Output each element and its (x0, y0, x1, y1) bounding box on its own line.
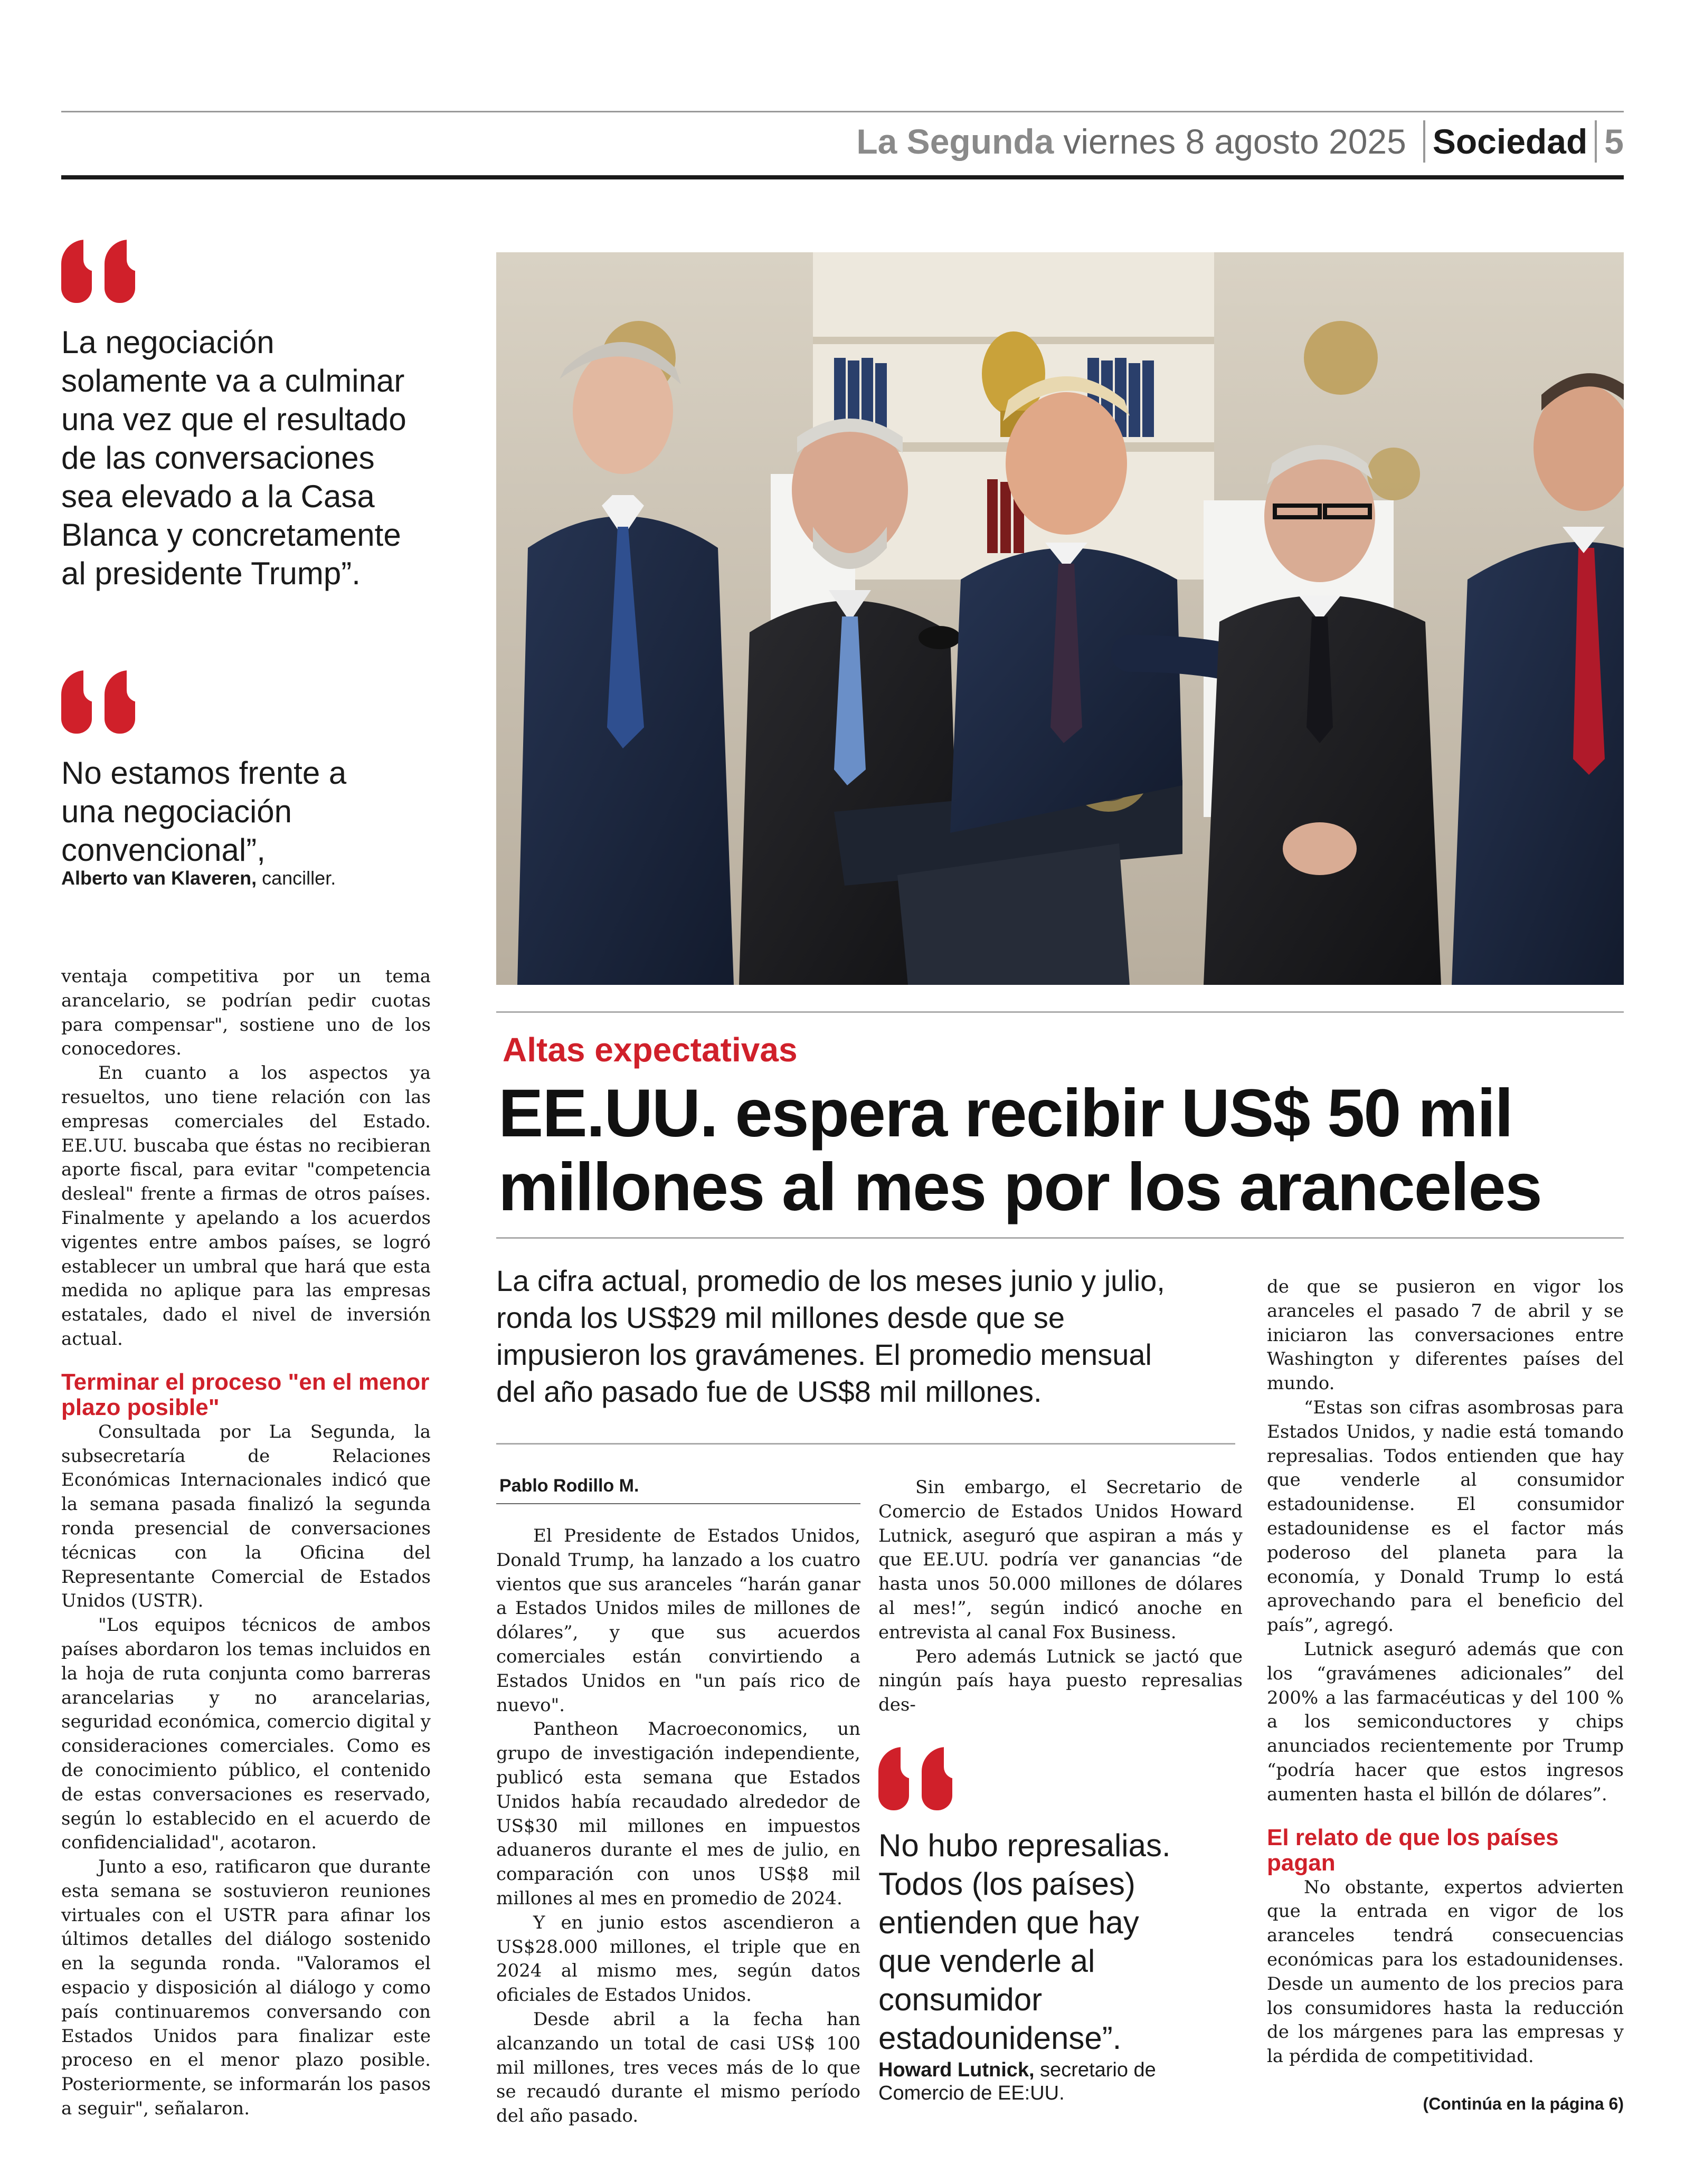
headline-top-rule (496, 1011, 1624, 1013)
article-lead (496, 1262, 1235, 1410)
article-photo (496, 252, 1624, 985)
paragraph: No obstante, expertos advierten que la entrada en vigor de los aranceles tendrá consecuencias económicas para los estadounidenses. Desde un aumento de los precios para los consumidores hasta la reducción de los márgenes para las empresas y la pérdida de competitividad. (1267, 1876, 1624, 2067)
header-divider (1595, 120, 1597, 163)
quote-attribution (61, 867, 336, 890)
paragraph: ventaja competitiva por un tema arancelario, se podrían pedir cuotas para compensar", sostiene uno de los conocedores. (61, 966, 431, 1060)
pull-quote-line: Blanca y concretamente (61, 517, 401, 553)
article-byline: Pablo Rodillo M. (499, 1476, 639, 1496)
pull-quote-line: una negociación (61, 794, 292, 829)
pull-quote-line: No estamos frente a (61, 755, 347, 791)
newspaper-name: La Segunda (856, 122, 1054, 161)
paragraph: "Los equipos técnicos de ambos países abordaron los temas incluidos en la hoja de ruta conjunta como barreras arancelarias y no arancelarias, seguridad económica, comercio digital y consideraciones comerciales. Como es de conocimiento público, el contenido de estas conversaciones es reservado, según lo establecido en el acuerdo de confidencialidad", acotaron. (61, 1615, 431, 1854)
paragraph: Y en junio estos ascendieron a US$28.000 millones, el triple que en 2024 al mismo mes, según datos oficiales de Estados Unidos. (496, 1912, 860, 2006)
header-divider (1423, 120, 1425, 163)
pull-quote-line: sea elevado a la Casa (61, 479, 375, 514)
paragraph: Pantheon Macroeconomics, un grupo de investigación independiente, publicó esta semana que Estados Unidos había recaudado alrededor de US$30 mil millones en impuestos aduaneros durante el mes de julio, en comparación con unos US$8 mil millones al mes en promedio de 2024. (496, 1718, 860, 1909)
header-top-rule (61, 111, 1624, 112)
pull-quote-line: solamente va a culminar (61, 363, 405, 398)
page-header (856, 115, 1624, 168)
pull-quote-line: que venderle al (878, 1943, 1095, 1979)
section-name: Sociedad (1432, 122, 1588, 161)
pull-quote-line: al presidente Trump”. (61, 556, 361, 591)
pull-quote-line: de las conversaciones (61, 440, 375, 476)
pull-quote-line: estadounidense”. (878, 2020, 1122, 2056)
paragraph: En cuanto a los aspectos ya resueltos, uno tiene relación con las empresas comerciales del Estado. EE.UU. buscaba que éstas no recibieran aporte fiscal, para evitar "competencia desleal" frente a firmas de otros países. Finalmente y apelando a los acuerdos vigentes entre ambos países, se logró establecer un umbral que hará que esta medida no aplique para las empresas estatales, dado el nivel de inversión actual. (61, 1062, 431, 1350)
article-column-middle-1 (496, 1524, 860, 2129)
article-column-left (61, 965, 431, 2121)
paragraph: Lutnick aseguró además que con los “gravámenes adicionales” del 200% a las farmacéuticas y del 100 % a los semiconductores y chips anunciados recientemente por Trump “podría hacer que estos ingresos aumenten hasta el billón de dólares”. (1267, 1638, 1624, 1805)
paragraph: Junto a eso, ratificaron que durante esta semana se sostuvieron reuniones virtuales con el USTR para afinar los últimos detalles del diálogo sostenido en la segunda ronda. "Valoramos el espacio y disposición al diálogo y como país continuaremos conversando con Estados Unidos para finalizar este proceso en el menor plazo posible. Posteriormente, se informarán los pasos a seguir", señalaron. (61, 1856, 431, 2120)
continuation-note: (Continúa en la página 6) (1423, 2094, 1624, 2113)
lead-line: La cifra actual, promedio de los meses junio y julio, (496, 1264, 1165, 1297)
pull-quote-line: convencional”, (61, 832, 266, 868)
article-column-middle-2 (878, 1476, 1243, 1717)
headline-bottom-rule (496, 1237, 1624, 1239)
quote-author-role: secretario de (1040, 2059, 1156, 2081)
article-column-right (1267, 1275, 1624, 2069)
page-number: 5 (1604, 122, 1624, 161)
quote-author: Howard Lutnick, (878, 2059, 1035, 2081)
pull-quote-line: consumidor (878, 1982, 1043, 2017)
byline-rule (496, 1503, 860, 1504)
subheading: El relato de que los países pagan (1267, 1824, 1559, 1876)
quote-mark-icon (61, 240, 140, 303)
issue-date: viernes 8 agosto 2025 (1063, 122, 1406, 161)
pull-quote-line: Todos (los países) (878, 1866, 1135, 1902)
pull-quote-2 (61, 754, 462, 869)
quote-author-role: Comercio de EE:UU. (878, 2082, 1065, 2104)
pull-quote-line: No hubo represalias. (878, 1828, 1171, 1863)
subheading: Terminar el proceso "en el menor plazo posible" (61, 1369, 430, 1420)
pull-quote-3 (878, 1826, 1248, 2057)
paragraph: de que se pusieron en vigor los aranceles el pasado 7 de abril y se iniciaron las conversaciones entre Washington y diferentes países del mundo. (1267, 1276, 1624, 1394)
quote-author-role: canciller. (262, 867, 336, 889)
lead-line: impusieron los gravámenes. El promedio mensual (496, 1338, 1152, 1371)
quote-author: Alberto van Klaveren, (61, 867, 257, 889)
pull-quote-1 (61, 323, 462, 593)
article-headline (498, 1077, 1628, 1224)
headline-line: millones al mes por los aranceles (498, 1150, 1541, 1225)
paragraph: “Estas son cifras asombrosas para Estados Unidos, y nadie está tomando represalias. Todos entienden que hay que venderle al consumidor estadounidense. El consumidor estadounidense es el factor más poderoso del planeta para la economía, y Donald Trump lo está aprovechando para el beneficio del país”, agregó. (1267, 1397, 1624, 1636)
quote-attribution (878, 2058, 1156, 2105)
lead-line: ronda los US$29 mil millones desde que se (496, 1301, 1065, 1334)
header-bottom-rule (61, 175, 1624, 179)
pull-quote-line: La negociación (61, 325, 274, 360)
pull-quote-line: una vez que el resultado (61, 402, 406, 437)
paragraph: Sin embargo, el Secretario de Comercio de Estados Unidos Howard Lutnick, aseguró que aspiran a más y que EE.UU. podría ver ganancias “de hasta unos 50.000 millones de dólares al mes!”, según indicó anoche en entrevista al canal Fox Business. (878, 1477, 1243, 1643)
lead-line: del año pasado fue de US$8 mil millones. (496, 1375, 1042, 1408)
paragraph: El Presidente de Estados Unidos, Donald Trump, ha lanzado a los cuatro vientos que sus aranceles “harán ganar a Estados Unidos miles de millones de dólares”, y que sus acuerdos comerciales están convirtiendo a Estados Unidos en "un país rico de nuevo". (496, 1525, 860, 1716)
quote-mark-icon (878, 1747, 958, 1810)
pull-quote-line: entienden que hay (878, 1905, 1139, 1940)
paragraph: Consultada por La Segunda, la subsecretaría de Relaciones Económicas Internacionales indicó que la semana pasada finalizó la segunda ronda presencial de conversaciones técnicas con la Oficina del Representante Comercial de Estados Unidos (USTR). (61, 1421, 431, 1612)
paragraph: Pero además Lutnick se jactó que ningún país haya puesto represalias des- (878, 1646, 1243, 1716)
lead-rule (496, 1443, 1235, 1445)
quote-mark-icon (61, 670, 140, 734)
paragraph: Desde abril a la fecha han alcanzando un total de casi US$ 100 mil millones, tres veces más de lo que se recaudó durante el mismo período del año pasado. (496, 2008, 860, 2127)
article-kicker: Altas expectativas (503, 1031, 798, 1069)
headline-line: EE.UU. espera recibir US$ 50 mil (498, 1076, 1512, 1151)
